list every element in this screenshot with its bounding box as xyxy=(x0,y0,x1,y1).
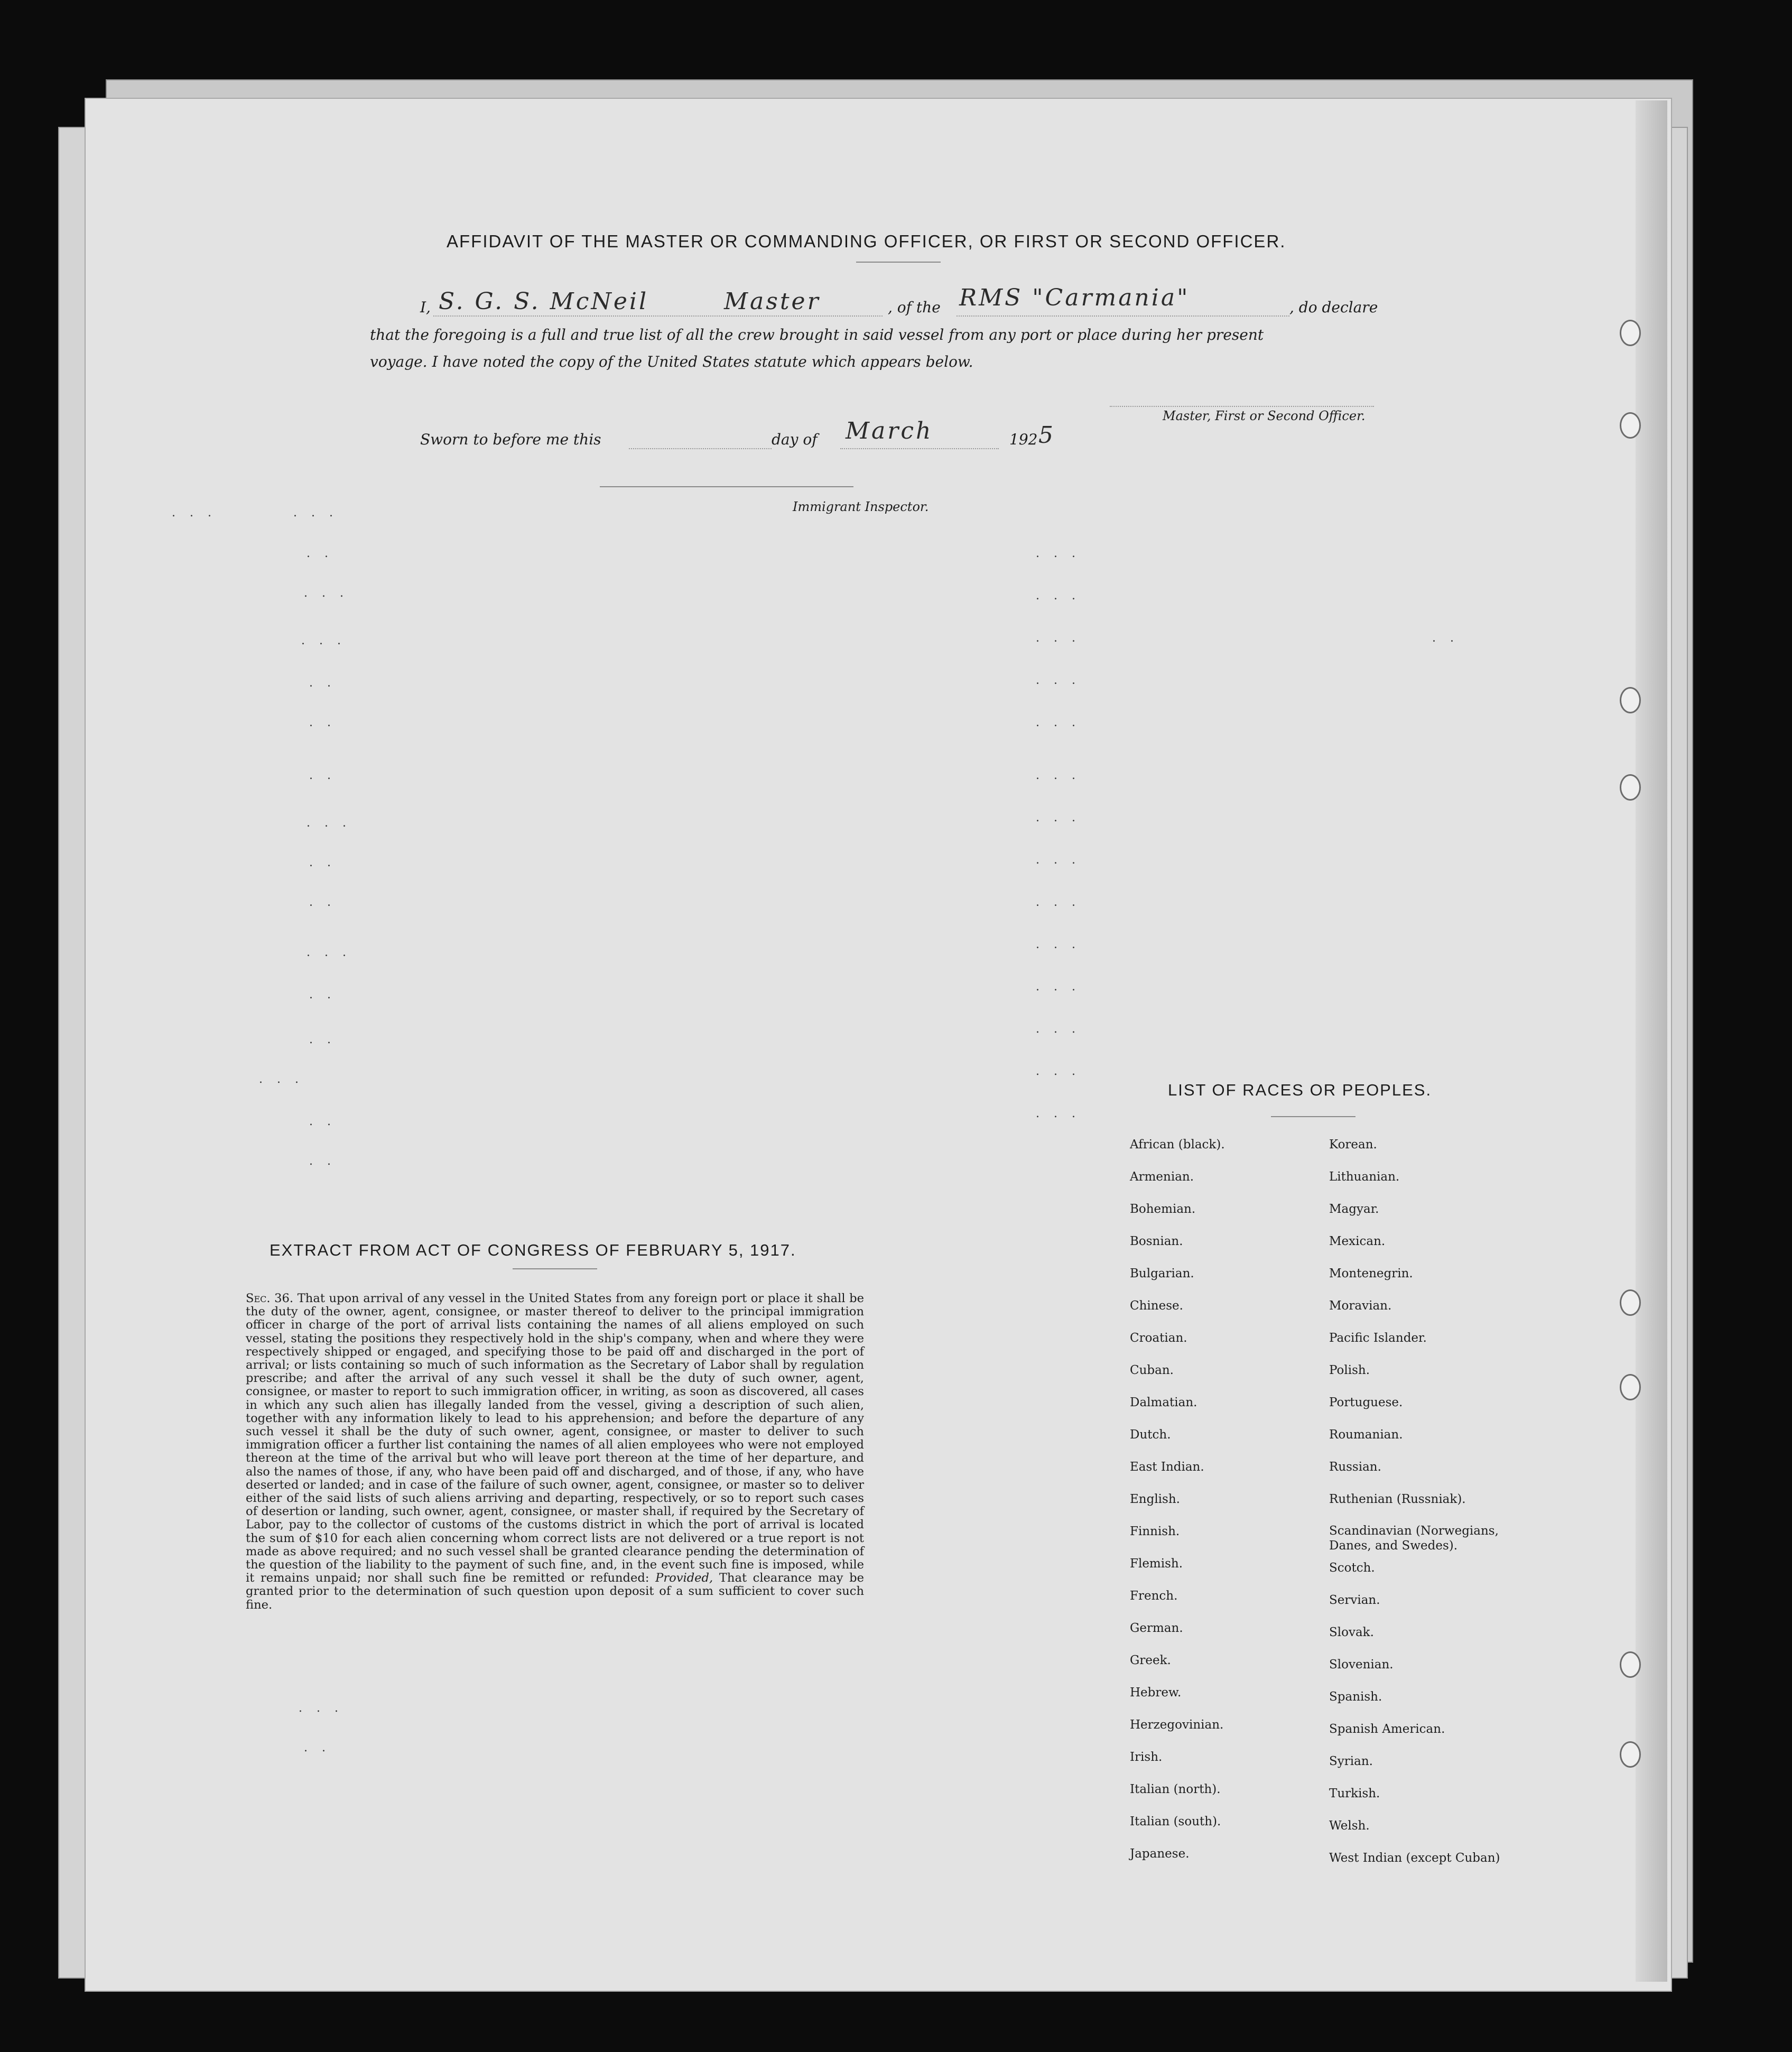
race-item-left: Flemish. xyxy=(1130,1557,1183,1571)
race-item-left: Bohemian. xyxy=(1130,1202,1196,1216)
race-item-left: English. xyxy=(1130,1492,1180,1506)
race-item-left: Dalmatian. xyxy=(1130,1396,1197,1409)
binding-hole xyxy=(1620,1289,1641,1316)
sworn-text: Sworn to before me this xyxy=(420,431,601,448)
binding-hole xyxy=(1620,1374,1641,1400)
binding-hole xyxy=(1620,1651,1641,1678)
race-item-right: Turkish. xyxy=(1329,1787,1380,1800)
race-item-left: Herzegovinian. xyxy=(1130,1718,1224,1732)
affidavit-of-the: , of the xyxy=(888,299,941,316)
section-tail: That clearance may be granted prior to the determination of such question upon deposit of a sum sufficient to cover such fine. xyxy=(246,1571,865,1612)
dot-mark: . . xyxy=(309,676,336,690)
race-item-left: African (black). xyxy=(1130,1138,1225,1152)
dot-mark: . . xyxy=(309,716,336,729)
races-heading: LIST OF RACES OR PEOPLES. xyxy=(1168,1081,1432,1099)
dot-mark: . . xyxy=(309,896,336,909)
page-binding-edge xyxy=(1636,100,1667,1982)
race-item-left: Cuban. xyxy=(1130,1363,1174,1377)
race-item-right: Magyar. xyxy=(1329,1202,1379,1216)
affidavit-line-3: voyage. I have noted the copy of the United States statute which appears below. xyxy=(370,353,973,370)
dot-mark: . . . xyxy=(307,946,351,959)
race-item-right: West Indian (except Cuban) xyxy=(1329,1851,1500,1865)
race-item-left: Italian (south). xyxy=(1130,1815,1221,1828)
dot-mark: . . xyxy=(309,856,336,869)
dot-mark: . . xyxy=(309,988,336,1001)
race-item-right: Pacific Islander. xyxy=(1329,1331,1427,1345)
name-line xyxy=(433,315,883,317)
dot-mark: . . . xyxy=(1036,1107,1081,1120)
dot-mark: . . . xyxy=(304,587,349,600)
dot-mark: . . . xyxy=(293,506,338,519)
month-line xyxy=(840,448,999,449)
inspector-caption: Immigrant Inspector. xyxy=(793,499,929,514)
race-item-left: Hebrew. xyxy=(1130,1686,1182,1700)
year-digit-handwritten: 5 xyxy=(1038,422,1055,449)
race-item-right: Scotch. xyxy=(1329,1561,1375,1575)
day-of-text: day of xyxy=(772,431,818,448)
race-item-right: Roumanian. xyxy=(1329,1428,1403,1442)
dot-mark: . . . xyxy=(299,1702,343,1715)
dot-mark: . . . xyxy=(1036,674,1081,687)
dot-mark: . . xyxy=(309,769,336,782)
dot-mark: . . . xyxy=(1036,938,1081,951)
sworn-day-line xyxy=(629,448,772,449)
master-name-handwritten: S. G. S. McNeil xyxy=(439,288,649,315)
race-item-right: Portuguese. xyxy=(1329,1396,1403,1409)
extract-heading-underline xyxy=(513,1268,597,1269)
race-item-right: Syrian. xyxy=(1329,1754,1373,1768)
race-item-right: Scandinavian (Norwegians, Danes, and Swedes). xyxy=(1329,1524,1499,1553)
dot-mark: . . xyxy=(1432,632,1459,645)
race-item-left: Finnish. xyxy=(1130,1525,1180,1538)
heading-underline xyxy=(856,262,941,263)
dot-mark: . . . xyxy=(1036,1065,1081,1078)
month-handwritten: March xyxy=(846,417,933,444)
affidavit-heading: AFFIDAVIT OF THE MASTER OR COMMANDING OFFICER, OR FIRST OR SECOND OFFICER. xyxy=(447,231,1286,251)
race-item-right: Servian. xyxy=(1329,1593,1380,1607)
race-item-left: Bulgarian. xyxy=(1130,1267,1194,1280)
dot-mark: . . . xyxy=(172,506,217,519)
race-item-left: Greek. xyxy=(1130,1654,1171,1667)
binding-hole xyxy=(1620,687,1641,713)
dot-mark: . . . xyxy=(1036,769,1081,782)
dot-mark: . . . xyxy=(301,634,346,647)
affidavit-do-declare: , do declare xyxy=(1289,299,1378,316)
extract-body xyxy=(246,1292,864,1612)
race-item-right: Spanish American. xyxy=(1329,1722,1445,1736)
races-heading-underline xyxy=(1271,1116,1355,1117)
race-item-right: Moravian. xyxy=(1329,1299,1392,1313)
dot-mark: . . . xyxy=(259,1073,304,1086)
extract-heading: EXTRACT FROM ACT OF CONGRESS OF FEBRUARY 5, 1917. xyxy=(270,1241,796,1259)
dot-mark: . . xyxy=(307,547,333,560)
dot-mark: . . . xyxy=(1036,980,1081,993)
section-label: Sec. 36. xyxy=(246,1292,294,1305)
section-text: That upon arrival of any vessel in the United States from any foreign port or place it shall be the duty of the owner, agent, consignee, or master thereof to deliver to the principal immigration officer in charge of the port of arrival lists containing the names of all aliens employed on such vessel, stating the positions they respectively hold in the ship's company, when and where they were respectively shipped or engaged, and specifying those to be paid off and discharged in the port of arrival; or lists containing so much of such information as the Secretary of Labor shall by regulation prescribe; and after the arrival of any such vessel it shall be the duty of such owner, agent, consignee, or master to report to such immigration officer, in writing, as soon as discovered, all cases in which any such alien has illegally landed from the vessel, giving a description of such alien, together with any information likely to lead to his apprehension; and before the departure of any such vessel it shall be the duty of such owner, agent, consignee, or master to deliver to such immigration officer a further list containing the names of all alien employees who were not employed thereon at the time of the arrival but who will leave port thereon at the time of her departure, and also the names of those, if any, who have been paid off and discharged, and of those, if any, who have deserted or landed; and in case of the failure of such owner, agent, consignee, or master so to deliver either of the said lists of such aliens arriving and departing, respectively, or so to report such cases of desertion or landing, such owner, agent, consignee, or master shall, if required by the Secretary of Labor, pay to the collector of customs of the customs district in which the port of arrival is located the sum of $10 for each alien concerning whom correct lists are not delivered or a true report is not made as above required; and no such vessel shall be granted clearance pending the determination of the question of the liability to the payment of such fine, and, in the event such fine is imposed, while it remains unpaid; nor shall such fine be remitted or refunded: xyxy=(246,1292,864,1585)
dot-mark: . . xyxy=(309,1033,336,1046)
dot-mark: . . . xyxy=(1036,716,1081,729)
dot-mark: . . . xyxy=(1036,811,1081,824)
dot-mark: . . . xyxy=(1036,547,1081,560)
race-item-right: Ruthenian (Russniak). xyxy=(1329,1492,1466,1506)
race-item-left: French. xyxy=(1130,1589,1178,1603)
race-item-left: Chinese. xyxy=(1130,1299,1183,1313)
race-item-right: Slovak. xyxy=(1329,1626,1374,1639)
dot-mark: . . . xyxy=(1036,896,1081,909)
race-item-right: Welsh. xyxy=(1329,1819,1370,1833)
master-rank-handwritten: Master xyxy=(724,288,821,315)
race-item-right: Polish. xyxy=(1329,1363,1370,1377)
dot-mark: . . . xyxy=(1036,853,1081,867)
signature-caption: Master, First or Second Officer. xyxy=(1163,408,1366,423)
vessel-name-handwritten: RMS "Carmania" xyxy=(959,284,1190,311)
race-item-right: Lithuanian. xyxy=(1329,1170,1400,1184)
dot-mark: . . . xyxy=(1036,632,1081,645)
race-item-right: Slovenian. xyxy=(1329,1658,1394,1672)
dot-mark: . . . xyxy=(1036,1023,1081,1036)
race-item-left: East Indian. xyxy=(1130,1460,1204,1474)
binding-hole xyxy=(1620,412,1641,439)
race-item-right: Korean. xyxy=(1329,1138,1377,1152)
dot-mark: . . xyxy=(304,1741,331,1754)
dot-mark: . . . xyxy=(307,816,351,830)
dot-mark: . . xyxy=(309,1115,336,1128)
race-item-left: Armenian. xyxy=(1130,1170,1194,1184)
race-item-left: Japanese. xyxy=(1130,1847,1190,1861)
race-item-right: Montenegrin. xyxy=(1329,1267,1413,1280)
race-item-left: Dutch. xyxy=(1130,1428,1171,1442)
vessel-line xyxy=(957,315,1289,317)
race-item-left: Bosnian. xyxy=(1130,1234,1183,1248)
affidavit-i: I, xyxy=(420,299,431,316)
inspector-line xyxy=(600,486,853,487)
affidavit-line-2: that the foregoing is a full and true list of all the crew brought in said vessel from any port or place during her present xyxy=(370,326,1264,343)
binding-hole xyxy=(1620,1741,1641,1768)
race-item-left: Italian (north). xyxy=(1130,1782,1221,1796)
binding-hole xyxy=(1620,320,1641,346)
dot-mark: . . . xyxy=(1036,589,1081,602)
race-item-right: Spanish. xyxy=(1329,1690,1382,1704)
race-item-right: Mexican. xyxy=(1329,1234,1386,1248)
race-item-left: Irish. xyxy=(1130,1750,1163,1764)
signature-line xyxy=(1110,406,1374,407)
year-prefix: 192 xyxy=(1009,431,1038,448)
race-item-left: German. xyxy=(1130,1621,1183,1635)
dot-mark: . . xyxy=(309,1155,336,1168)
binding-hole xyxy=(1620,774,1641,801)
race-item-right: Russian. xyxy=(1329,1460,1381,1474)
race-item-left: Croatian. xyxy=(1130,1331,1187,1345)
provided-word: Provided, xyxy=(655,1571,713,1585)
